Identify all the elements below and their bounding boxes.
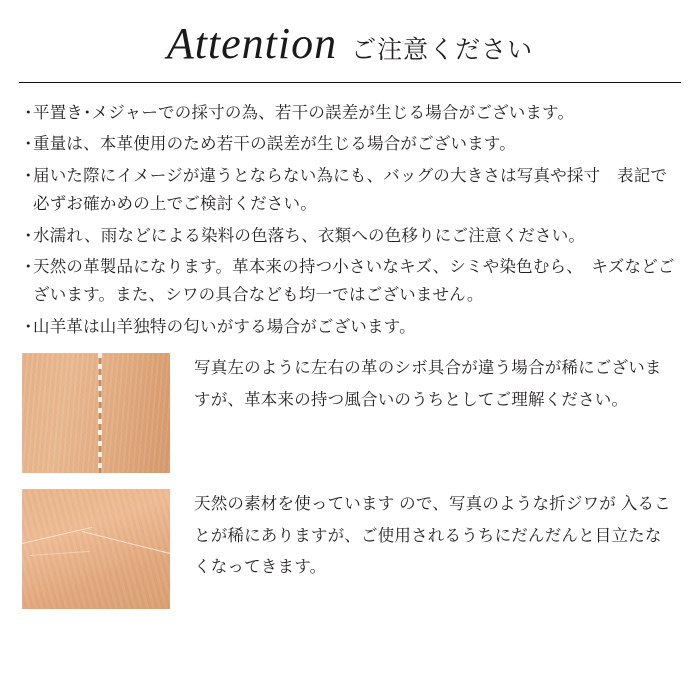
list-item	[20, 130, 676, 158]
note-text: 水濡れ、雨などによる染料の色落ち、衣類への色移りにご注意ください。	[33, 226, 586, 245]
note-text: 重量は、本革使用のため若干の誤差が生じる場合がございます。	[33, 135, 516, 154]
page-header	[0, 0, 700, 76]
leather-stitch-line	[98, 353, 102, 473]
photo-caption: 写真左のように左右の革のシボ具合が違う場合が稀にございますが、革本来の持つ風合いのうちとしてご理解ください。	[194, 359, 662, 409]
leather-grain-texture	[22, 489, 170, 609]
bullet-marker: ・	[20, 317, 37, 336]
photo-caption-rows	[0, 353, 700, 609]
header-divider	[19, 82, 681, 83]
list-item	[20, 99, 676, 127]
leather-crease-photo	[22, 489, 170, 609]
note-text: 山羊革は山羊独特の匂いがする場合がございます。	[33, 317, 416, 336]
list-item	[20, 222, 676, 250]
bullet-marker: ・	[20, 257, 37, 276]
bullet-marker: ・	[20, 226, 37, 245]
leather-seam-stitch-photo	[22, 353, 170, 473]
note-text: 届いた際にイメージが違うとならない為にも、バッグの大きさは写真や採寸 表記で必ずお確かめの上でご検討ください。	[33, 166, 668, 214]
list-item	[20, 253, 676, 310]
photo-caption-row	[22, 489, 676, 609]
photo-caption-row	[22, 353, 676, 473]
photo-caption: 天然の素材を使っています ので、写真のような折ジワが 入ることが稀にありますが、ご使用されるうちにだんだんと目立たなくなってきます。	[194, 495, 671, 577]
page-title-jp: ご注意ください	[351, 36, 534, 64]
list-item	[20, 162, 676, 219]
notes-list	[0, 99, 700, 341]
note-text: 平置き･メジャーでの採寸の為、若干の誤差が生じる場合がございます。	[33, 104, 575, 122]
leather-grain-texture	[22, 353, 170, 473]
bullet-marker: ・	[20, 135, 37, 154]
page-title-en: Attention	[166, 19, 338, 68]
list-item	[20, 313, 676, 341]
bullet-marker: ・	[20, 166, 37, 185]
bullet-marker: ・	[20, 104, 37, 122]
note-text: 天然の革製品になります。革本来の持つ小さいなキズ、シミや染色むら、 キズなどございます。また、シワの具合なども均一ではございません。	[33, 257, 675, 305]
